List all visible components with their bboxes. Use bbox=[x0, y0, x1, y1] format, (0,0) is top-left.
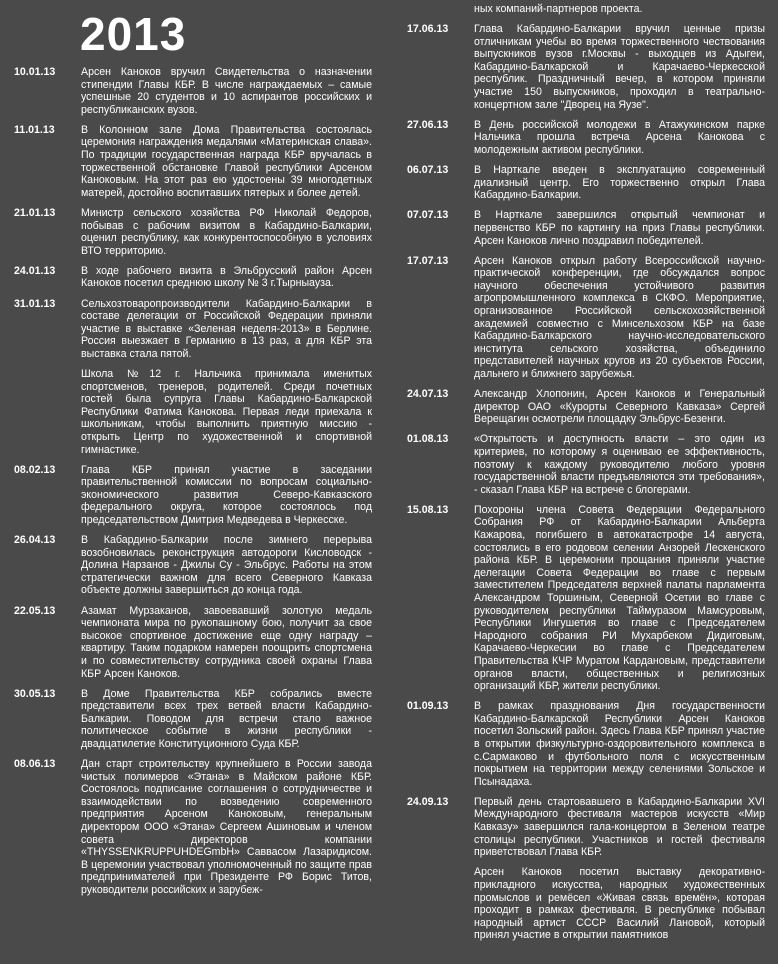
entry-date: 24.09.13 bbox=[407, 795, 449, 808]
entry-text: Глава Кабардино-Балкарии вручил ценные призы отличникам учебы во время торжественного чествования выпускников вузов г.Москвы - выходцев из Адыгеи, Кабардино-Балкарской и Карачаево-Черкесской республик. Праздничный вечер, в котором приняли участие 150 выпускников, проходил в театрально-концертном зале "Дворец на Яузе". bbox=[474, 23, 765, 111]
entry-text: В рамках празднования Дня государственности Кабардино-Балкарской Республики Арсен Каноков посетил Зольский район. Здесь Глава КБР принял участие в открытии физкультурно-оздоровительного комплекса в с.Сармаково и футбольного поля с искусственным покрытием на территории между селениями Зольское и Псынадаха. bbox=[474, 700, 765, 788]
entry-date: 10.01.13 bbox=[14, 66, 56, 78]
news-entry bbox=[407, 164, 765, 202]
entry-text: В Нарткале завершился открытый чемпионат и первенство КБР по картингу на приз Главы республики. Арсен Каноков лично поздравил победителей. bbox=[474, 209, 765, 247]
entry-date: 17.07.13 bbox=[407, 254, 449, 267]
entry-text: Дан старт строительству крупнейшего в России завода чистых полимеров «Этана» в Майском районе КБР. Состоялось подписание соглашения о сотрудничестве и взаимодействии по возведению современного предприятия Арсеном Каноковым, генеральным директором ООО «Этана» Сергеем Ашиновым и членом совета директоров компании «THYSSENKRUPPUHDEGmbH» Саввасом Лазаридисом. В церемонии участвовал уполномоченный по защите прав предпринимателей при Президенте РФ Борис Титов, руководители российских и зарубеж- bbox=[81, 758, 372, 897]
entry-date: 24.01.13 bbox=[14, 264, 56, 277]
entry-text: Сельхозтоваропроизводители Кабардино-Балкарии в составе делегации от Российской Федерации приняли участие в выставке «Зеленая неделя-2013» в Берлине. Россия выезжает в Германию в 13 раз, а для КБР эта выставка стала пятой. bbox=[81, 297, 372, 360]
news-entry bbox=[407, 119, 765, 157]
continued-text bbox=[407, 3, 765, 16]
entry-text: В Нарткале введен в эксплуатацию современный диализный центр. Его торжественно открыл Глава Кабардино-Балкарии. bbox=[474, 164, 765, 202]
entry-text: Первый день стартовавшего в Кабардино-Балкарии XVI Международного фестиваля мастеров искусств «Мир Кавказу» завершился гала-концертом в Зеленом театре столицы республики. Участников и гостей фестиваля приветствовал Глава КБР. bbox=[474, 795, 765, 859]
news-entry bbox=[14, 688, 372, 751]
entry-date: 06.07.13 bbox=[407, 164, 449, 177]
news-entry bbox=[14, 605, 372, 681]
entry-date: 17.06.13 bbox=[407, 23, 449, 36]
news-entry bbox=[407, 796, 765, 859]
news-entry bbox=[407, 209, 765, 247]
news-entry bbox=[407, 504, 765, 693]
entry-text: Школа №12 г. Нальчика принимала именитых спортсменов, тренеров, родителей. Среди почетных гостей была супруга Главы Кабардино-Балкарской Республики Фатима Канокова. Первая леди приехала к школьникам, чтобы выполнить приятную миссию - открыть Центр по художественной и спортивной гимнастике. bbox=[81, 367, 372, 456]
entry-date: 01.08.13 bbox=[407, 433, 449, 446]
entry-text: Министр сельского хозяйства РФ Николай Федоров, побывав с рабочим визитом в Кабардино-Балкарии, оценил республику, как конкурентоспособную в условиях ВТО территорию. bbox=[81, 206, 372, 257]
entry-text: Похороны члена Совета Федерации Федерального Собрания РФ от Кабардино-Балкарии Альберта Кажарова, погибшего в автокатастрофе 14 августа, состоялись в его родовом селении Анзорей Лескенского района КБР. В церемонии прощания приняли участие делегации Совета Федерации во главе с первым заместителем Председателя верхней палаты парламента Александром Торшиным, Северной Осетии во главе с руководителем республики Таймуразом Мамсуровым, Республики Ингушетия во главе с Председателем Народного собрания РИ Мухарбеком Дидиговым, Карачаево-Черкесии во главе с Председателем Правительства КЧР Муратом Кардановым, представители органов власти, общественных и религиозных организаций КБР, жители республики. bbox=[474, 503, 765, 693]
news-entry bbox=[407, 23, 765, 111]
left-column bbox=[14, 66, 372, 904]
entry-text: В Кабардино-Балкарии после зимнего перерыва возобновилась реконструкция автодороги Кисловодск - Долина Нарзанов - Джилы Су - Эльбрус. Работы на этом стратегически важном для всего Северного Кавказа объекте должны завершиться до конца года. bbox=[81, 534, 372, 597]
right-column bbox=[407, 3, 765, 949]
news-entry bbox=[407, 255, 765, 381]
entry-date: 07.07.13 bbox=[407, 209, 449, 222]
entry-date: 22.05.13 bbox=[14, 604, 56, 617]
entry-date: 08.06.13 bbox=[14, 758, 56, 771]
entry-date: 08.02.13 bbox=[14, 463, 56, 476]
news-entry bbox=[14, 534, 372, 597]
news-entry bbox=[407, 388, 765, 426]
entry-date: 24.07.13 bbox=[407, 388, 449, 401]
news-entry bbox=[14, 265, 372, 290]
news-entry bbox=[14, 207, 372, 257]
entry-date: 31.01.13 bbox=[14, 297, 56, 310]
entry-text: Александр Хлопонин, Арсен Каноков и Генеральный директор ОАО «Курорты Северного Кавказа» Сергей Верещагин осмотрели площадку Эльбрус-Безенги. bbox=[474, 388, 765, 426]
entry-date bbox=[407, 866, 474, 942]
year-heading: 2013 bbox=[80, 8, 187, 60]
entry-date: 26.04.13 bbox=[14, 534, 56, 547]
news-entry-continued bbox=[407, 866, 765, 942]
news-entry bbox=[14, 758, 372, 897]
entry-text: В Доме Правительства КБР собрались вместе представители всех трех ветвей власти Кабардино-Балкарии. Поводом для встречи стало важное политическое событие в жизни республики - двадцатилетие Конституционного Суда КБР. bbox=[81, 687, 372, 750]
news-entry bbox=[14, 298, 372, 361]
entry-date: 01.09.13 bbox=[407, 700, 449, 713]
entry-date: 30.05.13 bbox=[14, 687, 56, 700]
entry-text: ных компаний-партнеров проекта. bbox=[474, 3, 643, 15]
news-entry bbox=[14, 124, 372, 200]
news-entry bbox=[14, 464, 372, 527]
entry-date: 15.08.13 bbox=[407, 503, 449, 516]
entry-text: В ходе рабочего визита в Эльбрусский район Арсен Каноков посетил среднюю школу № 3 г.Тырныауза. bbox=[81, 264, 372, 290]
entry-text: В Колонном зале Дома Правительства состоялась церемония награждения медалями «Материнская слава». По традиции государственная награда КБР вручалась в торжественной обстановке Главой республики Арсеном Каноковым. На этот раз ею удостоены 39 многодетных матерей, достойно воспитавших пятерых и более детей. bbox=[81, 123, 372, 199]
entry-text: Арсен Каноков посетил выставку декоративно-прикладного искусства, народных художественных промыслов и ремёсел «Живая связь времён», которая проходит в рамках фестиваля. В республике побывал народный артист СССР Василий Лановой, который принял участие в открытии памятников bbox=[474, 866, 765, 942]
entry-date: 11.01.13 bbox=[14, 123, 55, 136]
entry-text: «Открытость и доступность власти – это один из критериев, по которому я оцениваю ее эффективность, поэтому к каждому руководителю любого уровня государственной власти предъявляются эти требования», - сказал Глава КБР на встрече с блогерами. bbox=[474, 433, 765, 496]
news-entry bbox=[407, 700, 765, 788]
entry-text: Арсен Каноков вручил Свидетельства о назначении стипендии Главы КБР. В числе награждаемых – самые успешные 20 студентов и 10 аспирантов российских и республиканских вузов. bbox=[81, 66, 372, 116]
entry-date bbox=[14, 368, 81, 456]
entry-date: 21.01.13 bbox=[14, 206, 56, 219]
entry-text: Азамат Мурзаканов, завоевавший золотую медаль чемпионата мира по рукопашному бою, получит за свое высокое спортивное достижение еще одну награду – квартиру. Таким подарком намерен поощрить спортсмена и по совместительству сотрудника своей охраны Глава КБР Арсен Каноков. bbox=[81, 604, 372, 680]
news-entry bbox=[14, 66, 372, 116]
news-entry bbox=[407, 433, 765, 496]
entry-text: В День российской молодежи в Атажукинском парке Нальчика прошла встреча Арсена Канокова с молодежным активом республики. bbox=[474, 118, 765, 156]
entry-text: Арсен Каноков открыл работу Всероссийской научно-практической конференции, где обсуждался вопрос научного обеспечения устойчивого развития агропромышленного комплекса в СКФО. Мероприятие, организованное Российской сельскохозяйственной академией совместно с Минсельхозом КБР на базе Кабардино-Балкарского научно-исследовательского института сельского хозяйства, объединило представителей научных кругов из 20 субъектов России, дальнего и ближнего зарубежья. bbox=[474, 254, 765, 380]
news-entry-continued bbox=[14, 368, 372, 456]
entry-text: Глава КБР принял участие в заседании правительственной комиссии по вопросам социально-экономического развития Северо-Кавказского федерального округа, которое состоялось под председательством Дмитрия Медведева в Черкесске. bbox=[81, 463, 372, 526]
entry-date: 27.06.13 bbox=[407, 118, 449, 131]
